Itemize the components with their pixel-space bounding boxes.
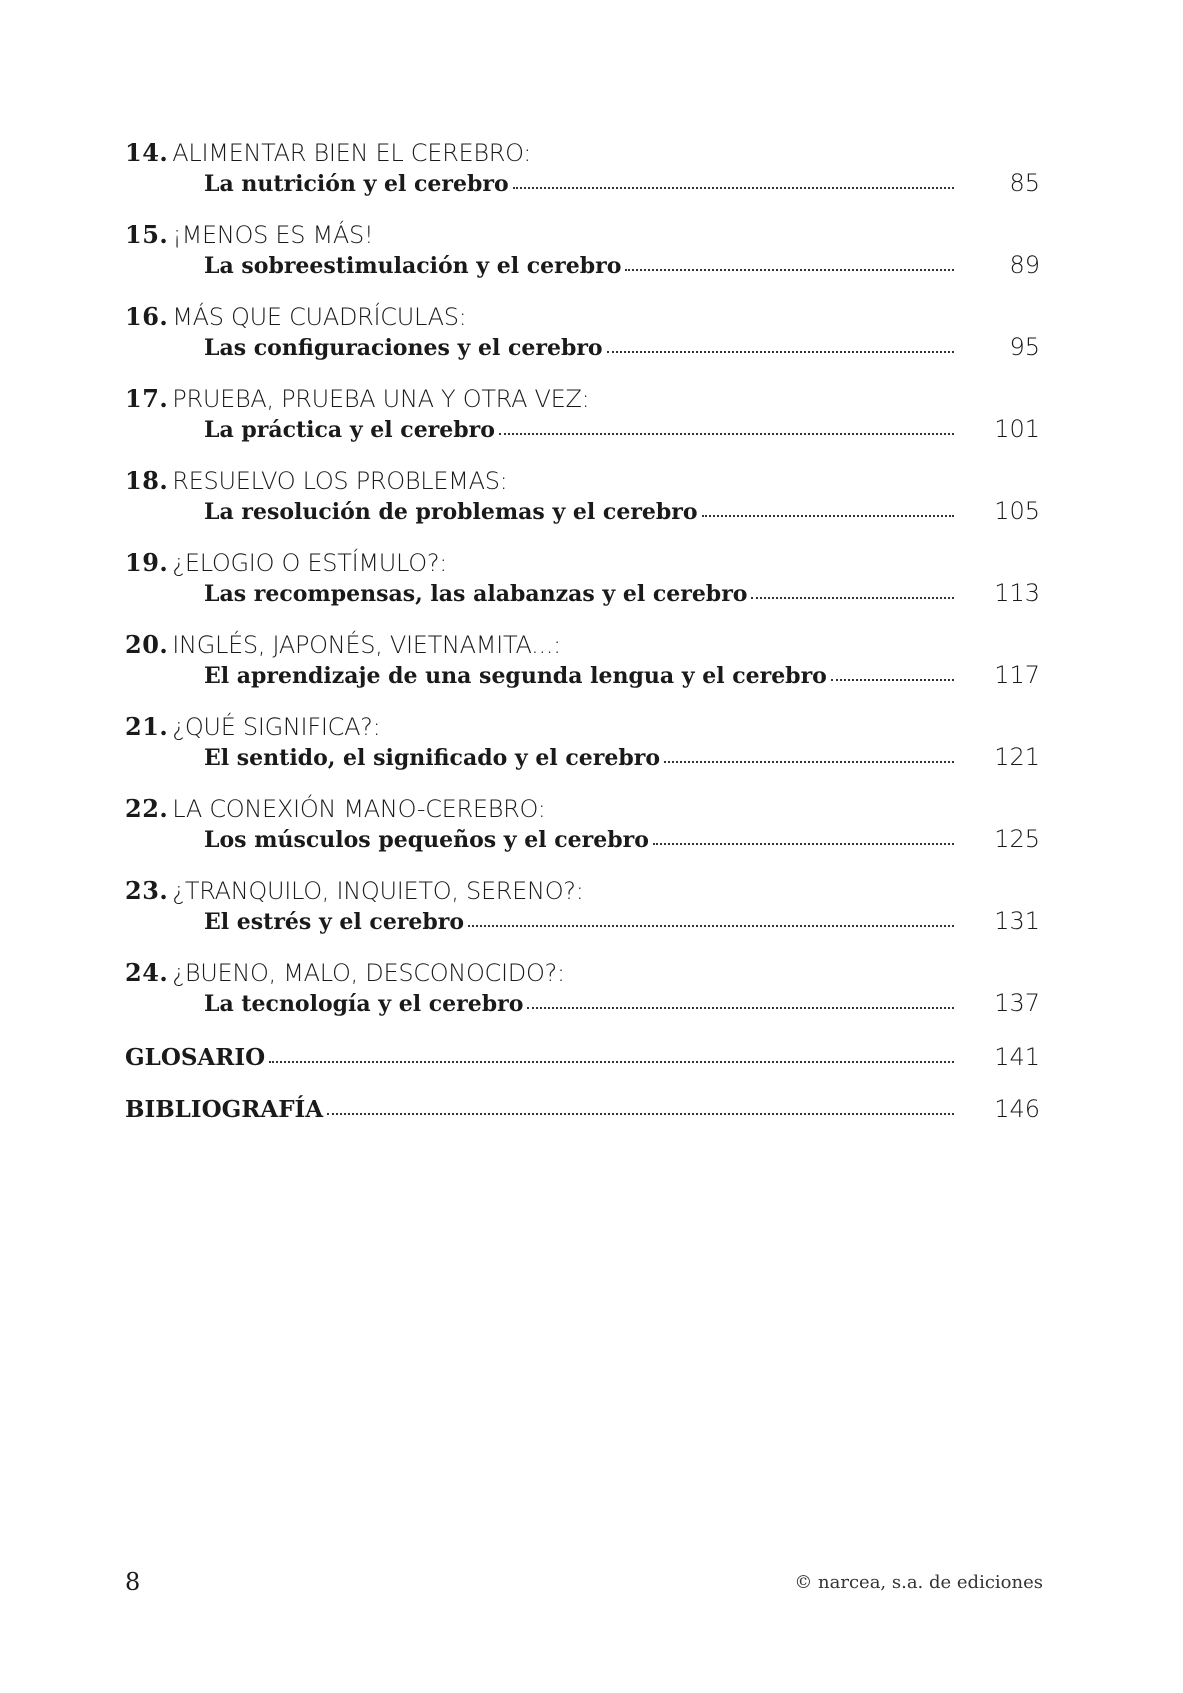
chapter-title: MÁS QUE CUADRÍCULAS: [172, 303, 467, 331]
chapter-subtitle-row [125, 742, 1040, 772]
page-number: 125 [994, 825, 1040, 853]
chapter-heading [125, 957, 1040, 988]
toc-entry-bibliography[interactable] [125, 1091, 1040, 1143]
chapter-number: 23. [125, 876, 169, 905]
page-footer [125, 1568, 1043, 1602]
page-number: 85 [1009, 169, 1040, 197]
chapter-heading [125, 875, 1040, 906]
toc-entry-20[interactable] [125, 629, 1040, 711]
chapter-number: 18. [125, 466, 169, 495]
chapter-subtitle-row [125, 660, 1040, 690]
dot-leader [607, 347, 954, 353]
chapter-subtitle: La tecnología y el cerebro [204, 991, 524, 1017]
chapter-heading [125, 629, 1040, 660]
chapter-subtitle: La resolución de problemas y el cerebro [204, 499, 698, 525]
footer-page-number: 8 [125, 1568, 141, 1596]
chapter-subtitle-row [125, 988, 1040, 1018]
page-number: 101 [994, 415, 1040, 443]
chapter-title: LA CONEXIÓN MANO-CEREBRO: [172, 795, 546, 823]
chapter-heading [125, 547, 1040, 578]
chapter-subtitle-row [125, 496, 1040, 526]
page-number: 95 [1009, 333, 1040, 361]
dot-leader [664, 757, 954, 763]
chapter-title: PRUEBA, PRUEBA UNA Y OTRA VEZ: [172, 385, 590, 413]
chapter-number: 20. [125, 630, 169, 659]
chapter-subtitle: Las recompensas, las alabanzas y el cerebro [204, 581, 748, 607]
chapter-heading [125, 219, 1040, 250]
chapter-subtitle: La sobreestimulación y el cerebro [204, 253, 622, 279]
chapter-title: ¿QUÉ SIGNIFICA?: [172, 713, 381, 741]
toc-entry-17[interactable] [125, 383, 1040, 465]
chapter-number: 21. [125, 712, 169, 741]
toc-entry-14[interactable] [125, 137, 1040, 219]
chapter-number: 15. [125, 220, 169, 249]
page-number: 113 [994, 579, 1040, 607]
chapter-heading [125, 137, 1040, 168]
chapter-heading [125, 465, 1040, 496]
glossary-title: GLOSARIO [125, 1044, 266, 1071]
chapter-subtitle-row [125, 578, 1040, 608]
chapter-subtitle: Las configuraciones y el cerebro [204, 335, 603, 361]
glossary-row [125, 1039, 1040, 1075]
dot-leader [527, 1003, 954, 1009]
chapter-subtitle-row [125, 414, 1040, 444]
dot-leader [327, 1109, 954, 1115]
chapter-number: 19. [125, 548, 169, 577]
page-number: 131 [994, 907, 1040, 935]
chapter-number: 22. [125, 794, 169, 823]
toc-entry-15[interactable] [125, 219, 1040, 301]
toc-entry-18[interactable] [125, 465, 1040, 547]
chapter-number: 14. [125, 138, 169, 167]
chapter-subtitle: El estrés y el cerebro [204, 909, 465, 935]
chapter-title: ¿BUENO, MALO, DESCONOCIDO?: [172, 959, 565, 987]
dot-leader [751, 593, 954, 599]
chapter-subtitle: La práctica y el cerebro [204, 417, 495, 443]
toc-entry-22[interactable] [125, 793, 1040, 875]
chapter-subtitle: El aprendizaje de una segunda lengua y el cerebro [204, 663, 827, 689]
bibliography-row [125, 1091, 1040, 1127]
page-number: 146 [994, 1095, 1040, 1123]
chapter-title: ¡MENOS ES MÁS! [172, 221, 374, 249]
chapter-subtitle: Los músculos pequeños y el cerebro [204, 827, 649, 853]
chapter-subtitle-row [125, 250, 1040, 280]
toc-entry-21[interactable] [125, 711, 1040, 793]
chapter-subtitle: La nutrición y el cerebro [204, 171, 509, 197]
page-number: 117 [994, 661, 1040, 689]
toc-entry-16[interactable] [125, 301, 1040, 383]
chapter-heading [125, 301, 1040, 332]
toc-entry-19[interactable] [125, 547, 1040, 629]
page-number: 105 [994, 497, 1040, 525]
page-number: 137 [994, 989, 1040, 1017]
dot-leader [702, 511, 954, 517]
table-of-contents [125, 137, 1040, 1143]
dot-leader [269, 1057, 954, 1063]
chapter-title: INGLÉS, JAPONÉS, VIETNAMITA...: [172, 631, 561, 659]
chapter-title: RESUELVO LOS PROBLEMAS: [172, 467, 508, 495]
chapter-subtitle-row [125, 168, 1040, 198]
page-number: 89 [1009, 251, 1040, 279]
chapter-number: 17. [125, 384, 169, 413]
chapter-subtitle: El sentido, el significado y el cerebro [204, 745, 660, 771]
page-number: 121 [994, 743, 1040, 771]
chapter-title: ALIMENTAR BIEN EL CEREBRO: [172, 139, 532, 167]
chapter-subtitle-row [125, 332, 1040, 362]
chapter-number: 24. [125, 958, 169, 987]
dot-leader [513, 183, 954, 189]
dot-leader [468, 921, 954, 927]
dot-leader [831, 675, 954, 681]
chapter-heading [125, 793, 1040, 824]
chapter-heading [125, 711, 1040, 742]
chapter-subtitle-row [125, 906, 1040, 936]
page-number: 141 [994, 1043, 1040, 1071]
toc-entry-24[interactable] [125, 957, 1040, 1039]
bibliography-title: BIBLIOGRAFÍA [125, 1096, 324, 1123]
dot-leader [653, 839, 954, 845]
dot-leader [499, 429, 954, 435]
chapter-heading [125, 383, 1040, 414]
dot-leader [625, 265, 954, 271]
chapter-title: ¿TRANQUILO, INQUIETO, SERENO?: [172, 877, 584, 905]
chapter-title: ¿ELOGIO O ESTÍMULO?: [172, 549, 448, 577]
chapter-number: 16. [125, 302, 169, 331]
copyright-notice: © narcea, s.a. de ediciones [794, 1572, 1043, 1593]
toc-entry-23[interactable] [125, 875, 1040, 957]
chapter-subtitle-row [125, 824, 1040, 854]
toc-entry-glossary[interactable] [125, 1039, 1040, 1091]
